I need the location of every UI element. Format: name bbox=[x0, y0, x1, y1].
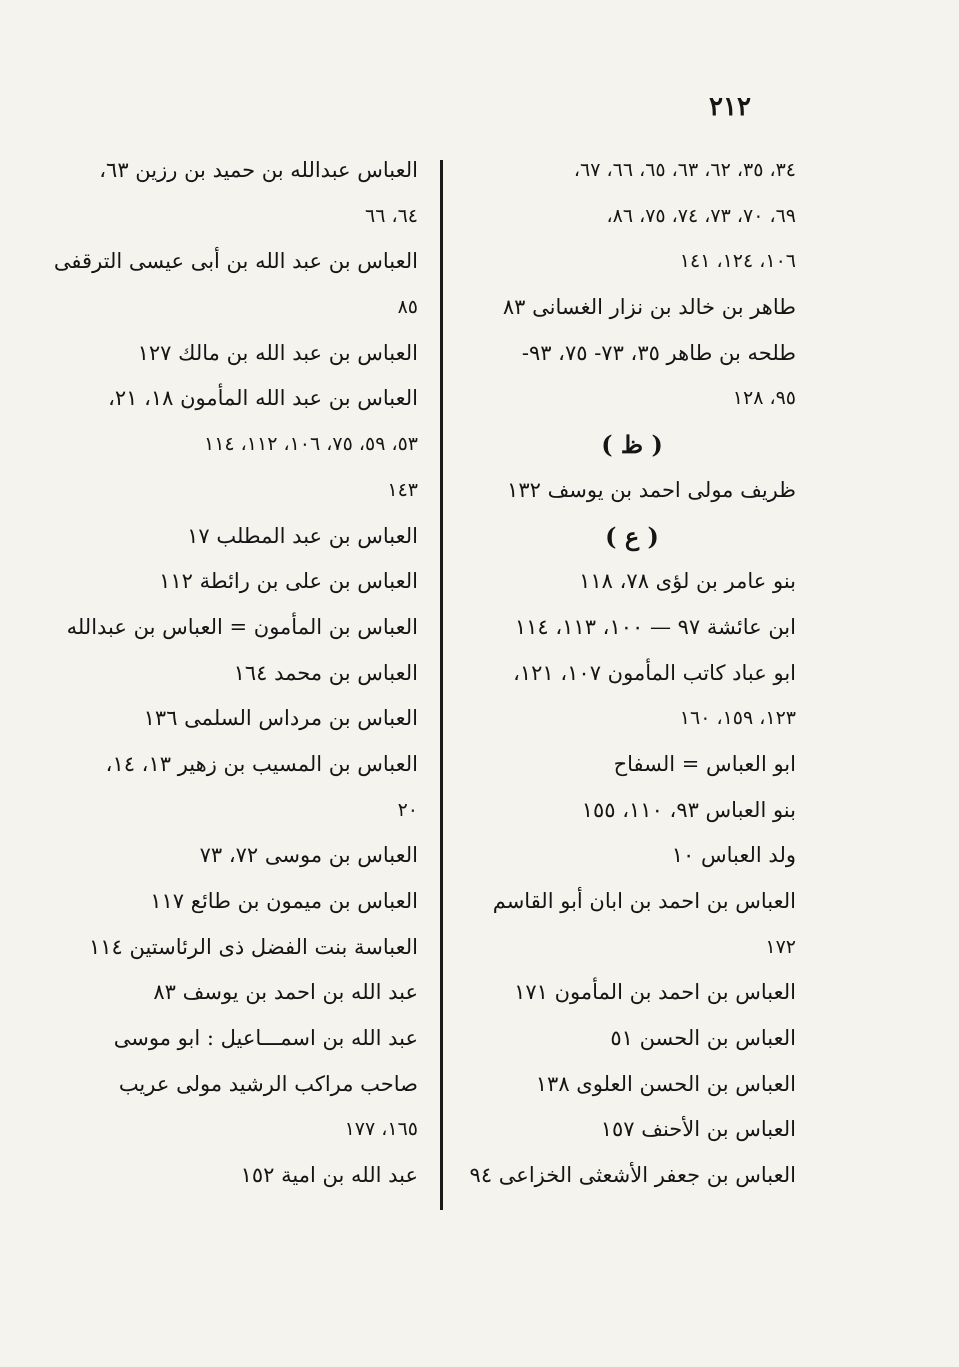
index-line: ابو العباس = السفاح bbox=[613, 751, 796, 776]
index-line: طاهر بن خالد بن نزار الغسانى ٨٣ bbox=[502, 295, 796, 320]
index-line: العباس عبدالله بن حميد بن رزين ٦٣، bbox=[99, 158, 418, 182]
index-line: بنو عامر بن لؤى ٧٨، ١١٨ bbox=[579, 569, 796, 594]
index-line: ٥٣، ٥٩، ٧٥، ١٠٦، ١١٢، ١١٤ bbox=[204, 433, 418, 456]
index-line: العباس بن عبد الله بن مالك ١٢٧ bbox=[137, 340, 418, 365]
index-line: ١٧٢ bbox=[765, 935, 796, 958]
index-line: بنو العباس ٩٣، ١١٠، ١٥٥ bbox=[581, 797, 796, 822]
index-line: ١٤٣ bbox=[387, 478, 418, 501]
index-line: ٦٩، ٧٠، ٧٣، ٧٤، ٧٥، ٨٦، bbox=[606, 204, 796, 227]
index-line: طلحه بن طاهر ٣٥، ٧٣- ٧٥، ٩٣- bbox=[521, 340, 796, 365]
index-line: العباس بن ميمون بن طائع ١١٧ bbox=[150, 889, 418, 913]
index-column-right bbox=[468, 148, 796, 1199]
index-line: عبد الله بن امية ١٥٢ bbox=[240, 1163, 418, 1188]
page-number: ٢١٢ bbox=[709, 92, 751, 122]
index-line: ١٦٥، ١٧٧ bbox=[344, 1118, 418, 1141]
index-line: ٦٤، ٦٦ bbox=[364, 204, 418, 227]
index-line: العباس بن عبد الله المأمون ١٨، ٢١، bbox=[108, 386, 418, 411]
index-line: العباسة بنت الفضل ذى الرئاستين ١١٤ bbox=[88, 934, 418, 959]
index-line: العباس بن عبد الله بن أبى عيسى الترقفى bbox=[53, 249, 418, 274]
index-line: العباس بن محمد ١٦٤ bbox=[233, 660, 418, 685]
index-line: عبد الله بن احمد بن يوسف ٨٣ bbox=[153, 980, 418, 1005]
index-line: العباس بن الأحنف ١٥٧ bbox=[600, 1117, 796, 1142]
index-line: ٨٥ bbox=[397, 296, 418, 319]
index-line: ١٠٦، ١٢٤، ١٤١ bbox=[679, 250, 796, 273]
index-line: ظريف مولى احمد بن يوسف ١٣٢ bbox=[507, 477, 796, 502]
index-line: العباس بن عبد المطلب ١٧ bbox=[187, 523, 418, 548]
index-line: ١٢٣، ١٥٩، ١٦٠ bbox=[679, 707, 796, 730]
index-line: العباس بن المأمون = العباس بن عبدالله bbox=[66, 614, 418, 639]
section-letter-heading: ( ظ ) bbox=[601, 430, 663, 460]
index-line: ابن عائشة ٩٧ — ١٠٠، ١١٣، ١١٤ bbox=[514, 614, 796, 639]
index-line: العباس بن احمد بن المأمون ١٧١ bbox=[514, 980, 796, 1005]
index-line: العباس بن احمد بن ابان أبو القاسم bbox=[492, 889, 796, 913]
index-line: ٣٤، ٣٥، ٦٢، ٦٣، ٦٥، ٦٦، ٦٧، bbox=[573, 159, 796, 181]
index-line: العباس بن مرداس السلمى ١٣٦ bbox=[143, 706, 418, 731]
index-line: صاحب مراكب الرشيد مولى عريب bbox=[118, 1071, 418, 1096]
column-divider bbox=[440, 160, 443, 1210]
index-line: ابو عباد كاتب المأمون ١٠٧، ١٢١، bbox=[513, 660, 796, 685]
index-line: عبد الله بن اسمـــاعيل : ابو موسى bbox=[113, 1026, 418, 1051]
index-line: العباس بن المسيب بن زهير ١٣، ١٤، bbox=[105, 751, 418, 776]
index-line: ولد العباس ١٠ bbox=[671, 843, 796, 868]
index-line: العباس بن الحسن العلوى ١٣٨ bbox=[535, 1071, 796, 1096]
section-letter-heading: ( ع ) bbox=[605, 521, 659, 551]
index-column-left bbox=[53, 148, 418, 1199]
index-line: ٩٥، ١٢٨ bbox=[732, 387, 796, 410]
index-line: العباس بن جعفر الأشعثى الخزاعى ٩٤ bbox=[469, 1163, 796, 1188]
index-line: العباس بن الحسن ٥١ bbox=[610, 1026, 796, 1051]
index-line: العباس بن على بن رائطة ١١٢ bbox=[159, 569, 418, 594]
index-line: ٢٠ bbox=[397, 798, 418, 821]
index-line: العباس بن موسى ٧٢، ٧٣ bbox=[199, 843, 418, 868]
